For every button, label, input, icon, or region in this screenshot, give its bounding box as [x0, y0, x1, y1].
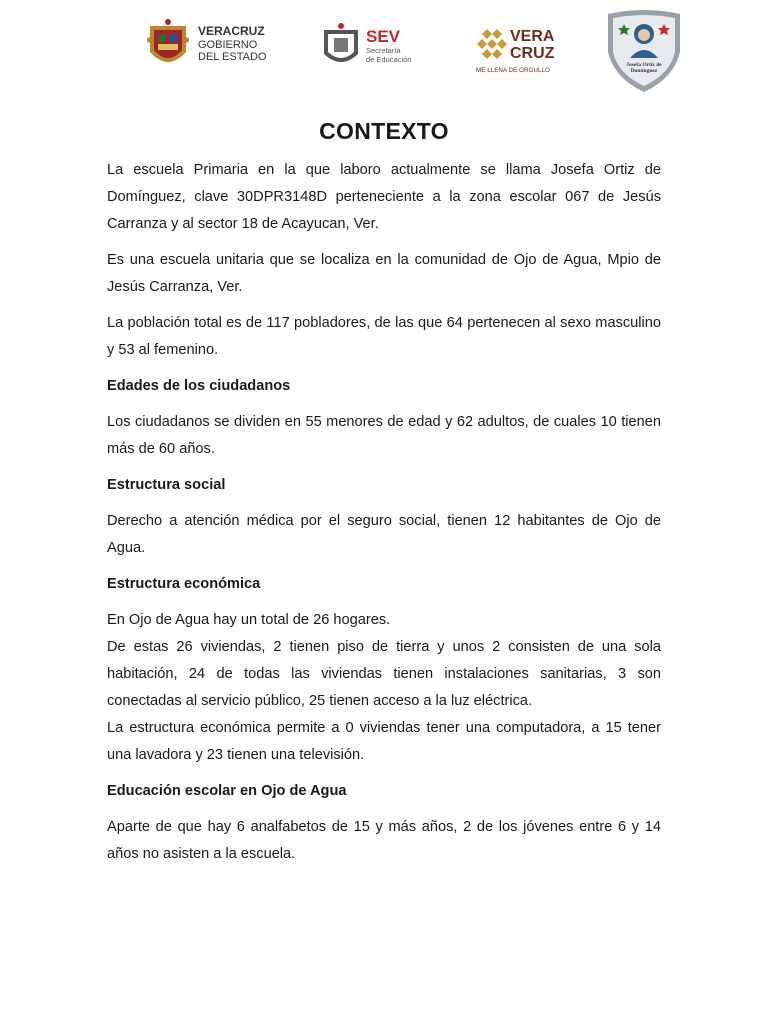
paragraph-households: En Ojo de Agua hay un total de 26 hogares.	[107, 612, 391, 628]
diamond-pattern-icon	[477, 29, 507, 59]
svg-text:de Educación: de Educación	[366, 55, 412, 64]
svg-text:SEV: SEV	[366, 27, 401, 46]
veracruz-brand-logo	[474, 20, 564, 76]
section-heading-economic: Estructura económica	[107, 576, 261, 592]
svg-text:VERACRUZ: VERACRUZ	[198, 24, 265, 38]
svg-text:Secretaría: Secretaría	[366, 46, 401, 55]
svg-text:CRUZ: CRUZ	[510, 45, 555, 62]
section-heading-social: Estructura social	[107, 477, 226, 493]
svg-text:GOBIERNO: GOBIERNO	[198, 39, 258, 51]
svg-text:Josefa Ortiz de: Josefa Ortiz de	[626, 62, 662, 68]
paragraph-social: Derecho a atención médica por el seguro social, tienen 12 habitantes de Ojo de Agua.	[107, 513, 661, 556]
state-coat-of-arms-icon	[147, 19, 189, 62]
sev-shield-icon	[324, 23, 358, 62]
section-heading-ages: Edades de los ciudadanos	[107, 378, 291, 394]
page-header	[0, 0, 768, 100]
svg-text:Domínguez: Domínguez	[630, 68, 658, 74]
svg-text:DEL ESTADO: DEL ESTADO	[198, 51, 267, 63]
paragraph-education: Aparte de que hay 6 analfabetos de 15 y más años, 2 de los jóvenes entre 6 y 14 años no asisten a la escuela.	[107, 819, 661, 862]
paragraph-appliances: La estructura económica permite a 0 viviendas tener una computadora, a 15 tener una lavadora y 23 tienen una televisión.	[107, 720, 661, 763]
section-heading-education: Educación escolar en Ojo de Agua	[107, 783, 347, 799]
paragraph-population: La población total es de 117 pobladores, de las que 64 pertenecen al sexo masculino y 53 al femenino.	[107, 315, 661, 358]
paragraph-school-info: La escuela Primaria en la que laboro actualmente se llama Josefa Ortiz de Domínguez, clave 30DPR3148D perteneciente a la zona escolar 067 de Jesús Carranza y al sector 18 de Acayucan, Ver.	[107, 162, 661, 232]
paragraph-housing: De estas 26 viviendas, 2 tienen piso de tierra y unos 2 consisten de una sola habitación, 24 de todas las viviendas tienen instalaciones sanitarias, 3 son conectadas al servicio público, 25 tienen acceso a la luz eléctrica.	[107, 639, 661, 709]
svg-text:VERA: VERA	[510, 28, 555, 45]
page-title: CONTEXTO	[319, 118, 449, 144]
paragraph-school-location: Es una escuela unitaria que se localiza en la comunidad de Ojo de Agua, Mpio de Jesús Carranza, Ver.	[107, 252, 661, 295]
veracruz-government-logo	[146, 18, 276, 74]
paragraph-ages: Los ciudadanos se dividen en 55 menores de edad y 62 adultos, de cuales 10 tienen más de 60 años.	[107, 414, 661, 457]
document-body	[107, 118, 661, 868]
sev-logo	[320, 20, 430, 70]
svg-text:ME LLENA DE ORGULLO: ME LLENA DE ORGULLO	[476, 67, 550, 74]
school-shield-logo	[604, 8, 684, 94]
